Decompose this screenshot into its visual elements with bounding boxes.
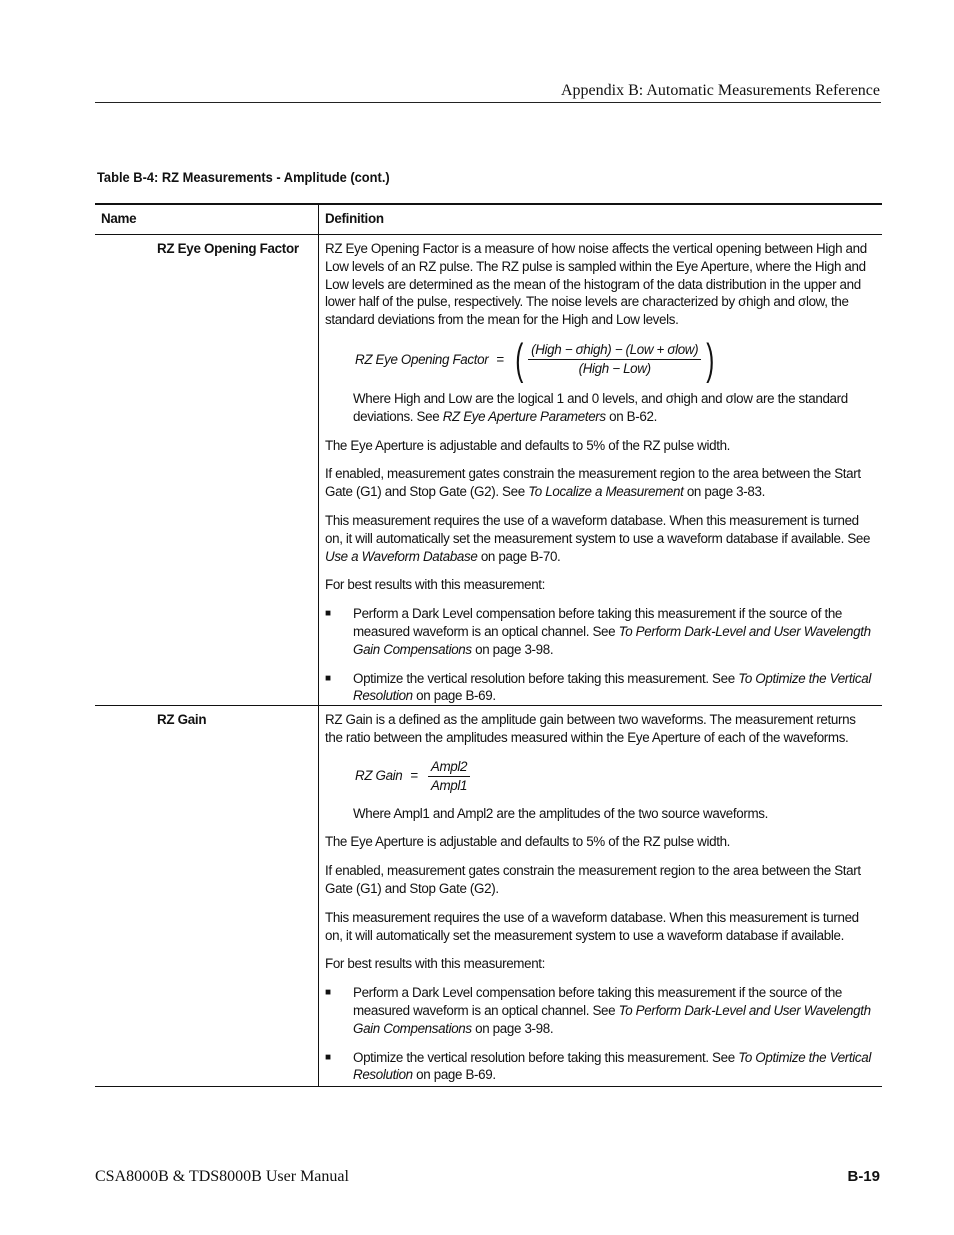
row-name: RZ Gain [95,706,319,1086]
where-paragraph: Where High and Low are the logical 1 and 0 levels, and σhigh and σlow are the standard deviations. See RZ Eye Aperture Parameters on B-62. [353,390,848,424]
left-paren: ( [515,334,523,384]
list-item: ■ Optimize the vertical resolution before taking this measurement. See To Optimize the Vertical Resolution on page B-69. [325,1049,871,1083]
where-paragraph: Where Ampl1 and Ampl2 are the amplitudes of the two source waveforms. [353,805,768,821]
fraction [428,758,470,795]
list-item: ■ Perform a Dark Level compensation before taking this measurement if the source of the measured waveform is an optical channel. See To Perform Dark-Level and User Wavelength Gain Compensations on page 3-98. [325,606,871,657]
footer-page-number: B-19 [847,1168,880,1185]
fraction-denominator: Ampl1 [430,777,468,793]
row-name: RZ Eye Opening Factor [95,235,319,705]
definition-paragraph: RZ Eye Opening Factor is a measure of how noise affects the vertical opening between High and Low levels of an RZ pulse. The RZ pulse is sampled within the Eye Aperture, where the High and Low levels are determined as the mean of the histogram of the data distribution in the upper and lower half of the pulse, respectively. The noise levels are characterized by σhigh and σlow, the standard deviations from the mean for the High and Low levels. [325,241,867,328]
header-rule [95,102,881,103]
right-paren: ) [706,334,715,384]
equals-sign: = [496,352,504,368]
definition-paragraph: RZ Gain is a defined as the amplitude gain between two waveforms. The measurement returns the ratio between the amplitudes measured within the Eye Aperture of each of the waveforms. [325,712,856,745]
fraction [528,341,701,378]
link-optimize-vertical-resolution[interactable]: To Optimize the Vertical Resolution [353,670,871,704]
column-header-definition: Definition [325,211,384,226]
measurements-table [95,203,882,1087]
aperture-paragraph: The Eye Aperture is adjustable and defaults to 5% of the RZ pulse width. [325,834,731,850]
fraction-numerator: Ampl2 [428,758,470,777]
link-dark-level-compensation[interactable]: To Perform Dark-Level and User Wavelength Gain Compensations [353,623,871,657]
best-results-paragraph: For best results with this measurement: [325,577,546,593]
bullet-square-icon: ■ [325,672,331,684]
page-header: Appendix B: Automatic Measurements Reference [560,82,880,99]
link-localize-measurement[interactable]: To Localize a Measurement [528,484,684,500]
equals-sign: = [410,768,418,784]
bullet-square-icon: ■ [325,987,331,999]
row-definition [319,235,882,705]
fraction-numerator: (High − σhigh) − (Low + σlow) [528,341,701,360]
gates-paragraph: If enabled, measurement gates constrain the measurement region to the area between the Start Gate (G1) and Stop Gate (G2). [325,863,861,896]
aperture-paragraph: The Eye Aperture is adjustable and defaults to 5% of the RZ pulse width. [325,437,731,453]
table-header-row [95,205,882,235]
fraction-denominator: (High − Low) [578,361,651,377]
column-header-name: Name [95,205,319,234]
database-paragraph: This measurement requires the use of a waveform database. When this measurement is turned on, it will automatically set the measurement system to use a waveform database if available. See Use a Waveform Database on page B-70. [325,512,871,564]
table-row-rz-gain [95,706,882,1087]
link-eye-aperture-parameters[interactable]: RZ Eye Aperture Parameters [442,408,606,424]
link-dark-level-compensation[interactable]: To Perform Dark-Level and User Wavelength Gain Compensations [353,1002,871,1036]
formula-lhs: RZ Gain [355,768,403,784]
formula-eye-opening-factor [355,334,876,384]
best-results-paragraph: For best results with this measurement: [325,956,546,972]
gates-paragraph: If enabled, measurement gates constrain the measurement region to the area between the Start Gate (G1) and Stop Gate (G2). See To Localize a Measurement on page 3-83. [325,466,861,500]
footer-manual-title: CSA8000B & TDS8000B User Manual [95,1168,349,1185]
formula-rz-gain [355,758,876,795]
bullet-square-icon: ■ [325,1051,331,1063]
list-item: ■ Optimize the vertical resolution before taking this measurement. See To Optimize the Vertical Resolution on page B-69. [325,670,871,704]
row-definition [319,706,882,1086]
bullet-square-icon: ■ [325,608,331,620]
database-paragraph: This measurement requires the use of a waveform database. When this measurement is turned on, it will automatically set the measurement system to use a waveform database if available. [325,909,859,943]
list-item: ■ Perform a Dark Level compensation before taking this measurement if the source of the measured waveform is an optical channel. See To Perform Dark-Level and User Wavelength Gain Compensations on page 3-98. [325,985,871,1036]
link-waveform-database[interactable]: Use a Waveform Database [325,548,478,564]
table-caption: Table B-4: RZ Measurements - Amplitude (cont.) [97,169,390,185]
link-optimize-vertical-resolution[interactable]: To Optimize the Vertical Resolution [353,1049,871,1083]
formula-lhs: RZ Eye Opening Factor [355,352,489,368]
table-row-rz-eye-opening-factor [95,235,882,706]
